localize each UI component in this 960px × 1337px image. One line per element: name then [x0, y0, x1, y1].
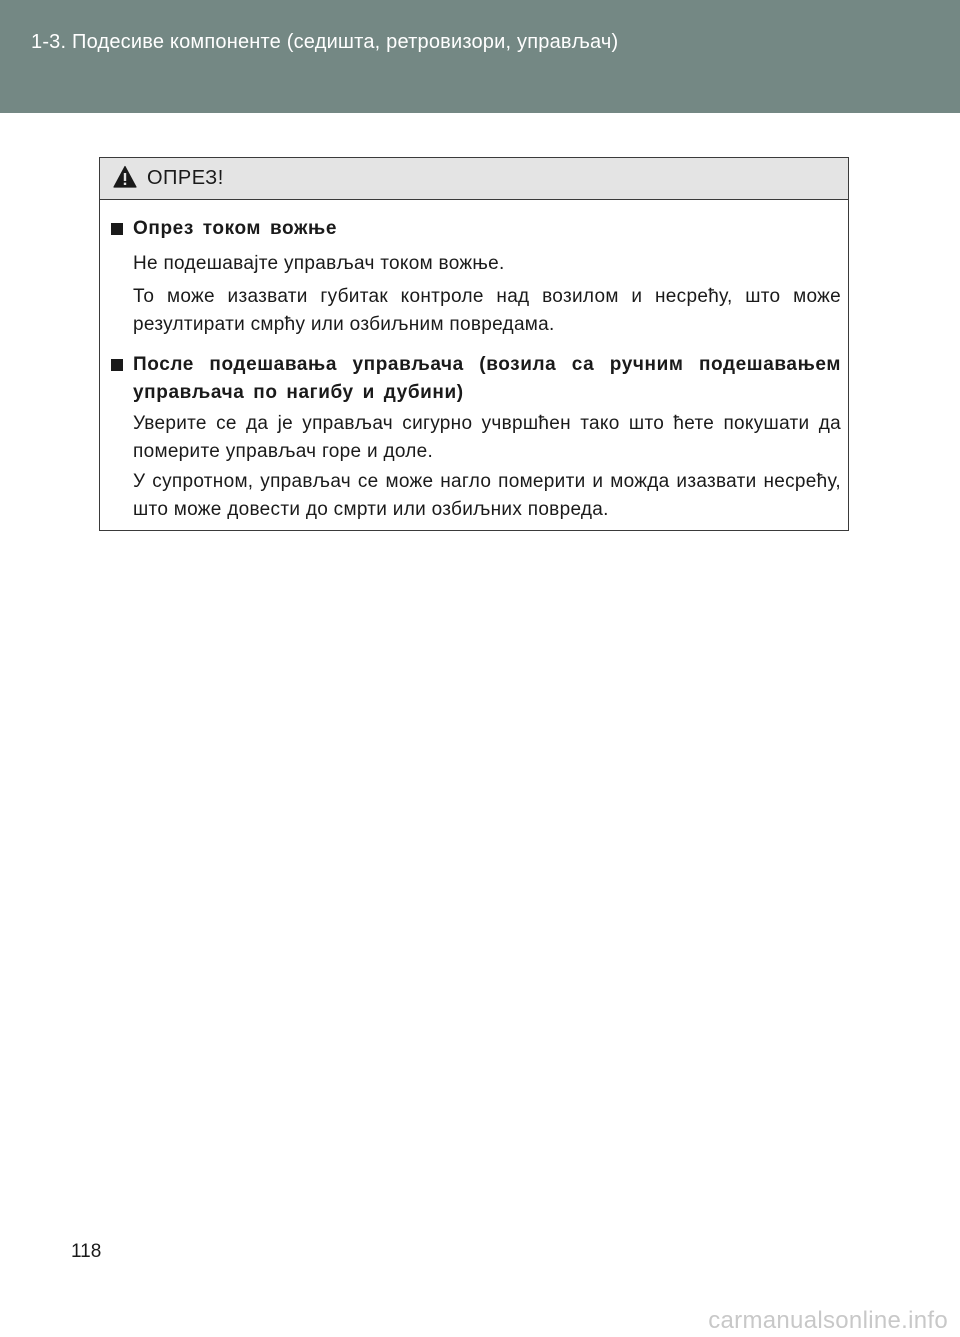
caution-label: ОПРЕЗ! [147, 167, 224, 189]
section-bullet [111, 223, 123, 235]
chapter-title: 1-3. Подесиве компоненте (седишта, ретровизори, управљач) [31, 31, 619, 53]
section-title: После подешавања управљача (возила са ручним подешавањем управљача по нагибу и дубини) [133, 354, 841, 403]
section-bullet [111, 359, 123, 371]
caution-header [100, 158, 848, 200]
paragraph: То може изазвати губитак контроле над возилом и несрећу, што може резултирати смрћу или озбиљним повредама. [133, 286, 841, 335]
paragraph: Уверите се да је управљач сигурно учвршћен тако што ћете покушати да померите управљач горе и доле. [133, 413, 841, 462]
paragraph: Не подешавајте управљач током вожње. [133, 253, 505, 274]
paragraph: У супротном, управљач се може нагло померити и можда изазвати несрећу, што може довести до смрти или озбиљних повреда. [133, 471, 841, 520]
warning-triangle-icon [113, 165, 137, 189]
chapter-header [0, 0, 960, 113]
watermark: carmanualsonline.info [708, 1307, 948, 1334]
page-number: 118 [71, 1241, 102, 1262]
caution-box [99, 157, 849, 531]
section-title: Опрез током вожње [133, 218, 338, 239]
